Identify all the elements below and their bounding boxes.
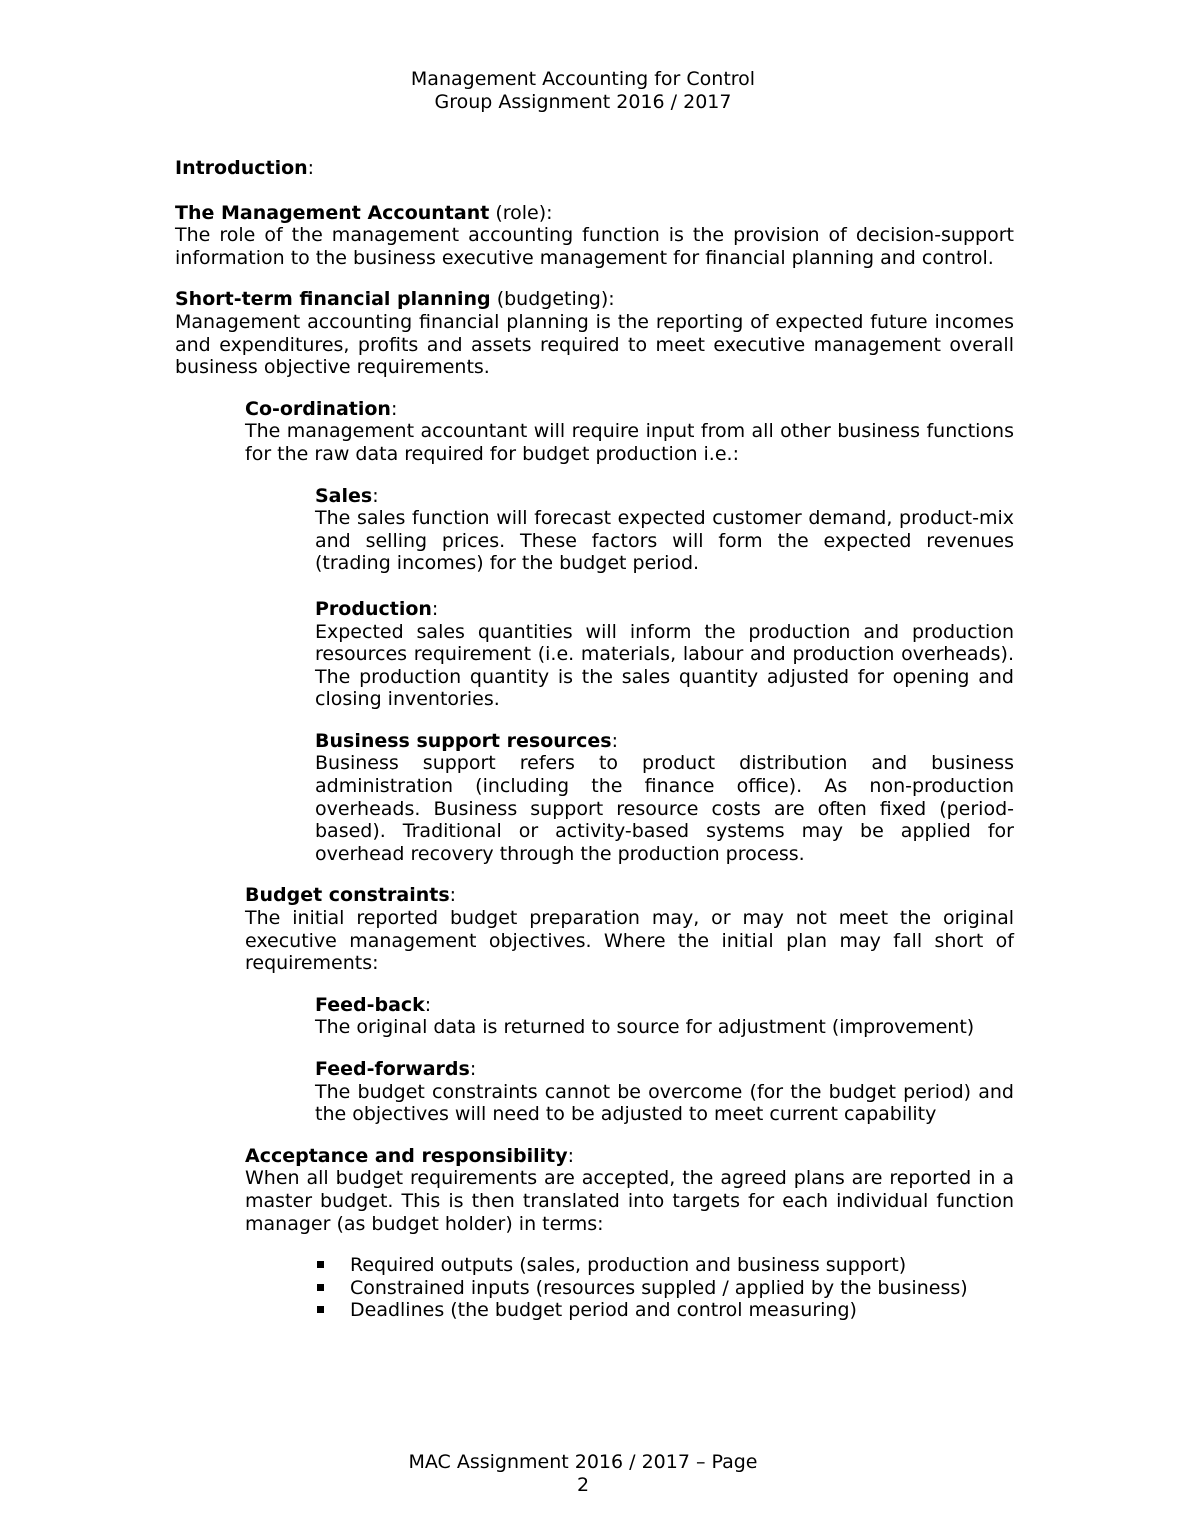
section-title: Production [315,597,432,620]
list-item-text: Constrained inputs (resources suppled / applied by the business) [350,1276,968,1299]
section-heading [315,1058,1014,1081]
section-acceptance [245,1145,1014,1235]
section-title: Business support resources [315,729,612,752]
section-suffix: : [390,397,398,420]
section-sales [315,485,1014,575]
section-body: The role of the management accounting function is the provision of decision-support information to the business executive management for financial planning and control. [175,224,1014,269]
section-body: Management accounting financial planning is the reporting of expected future incomes and expenditures, profits and assets required to meet executive management overall business objective requirements. [175,310,1014,379]
section-body: Business support refers to product distribution and business administration (including the finance office). As non-production overheads. Business support resource costs are often fixed (period-based). Traditional or activity-based systems may be applied for overhead recovery through the production process. [315,752,1014,865]
section-production [315,598,1014,711]
section-body: The original data is returned to source for adjustment (improvement) [315,1016,975,1039]
section-coordination [245,398,1014,466]
section-title: Budget constraints [245,884,450,907]
section-heading [315,730,1014,753]
section-heading [245,884,1014,907]
section-title: Short-term financial planning [175,288,491,311]
section-title: Acceptance and responsibility [245,1144,568,1167]
section-suffix: : [449,884,457,907]
introduction-title: Introduction [175,157,308,179]
list-item [315,1277,1014,1300]
footer-label: MAC Assignment 2016 / 2017 – Page [408,1451,758,1473]
section-budget-constraints [245,884,1014,974]
header-title: Management Accounting for Control [410,68,756,90]
section-body: Expected sales quantities will inform the production and production resources requirement (i.e. materials, labour and production overheads). The production quantity is the sales quantity adjusted for opening and closing inventories. [315,620,1014,711]
section-heading [175,202,1014,225]
section-suffix: : [424,993,432,1016]
page-header [0,68,1166,113]
section-title: The Management Accountant [175,201,490,224]
section-body: The sales function will forecast expected customer demand, product-mix and selling prices. These factors will form the expected revenues (trading incomes) for the budget period. [315,507,1014,575]
introduction-heading [175,157,1014,180]
section-feed-back [315,994,1014,1039]
section-body: The budget constraints cannot be overcome (for the budget period) and the objectives will need to be adjusted to meet current capability [315,1080,1014,1126]
section-title: Sales [315,484,373,507]
section-heading [245,1145,1014,1168]
section-suffix: : [611,729,619,752]
section-body: The initial reported budget preparation may, or may not meet the original executive management objectives. Where the initial plan may fall short of requirements: [245,907,1014,975]
square-bullet-icon [317,1261,324,1268]
section-short-term-planning [175,288,1014,378]
list-item [315,1299,1014,1322]
list-item-text: Deadlines (the budget period and control measuring) [350,1299,857,1322]
section-heading [315,598,1014,621]
list-item [315,1254,1014,1277]
section-heading [315,485,1014,508]
section-feed-forwards [315,1058,1014,1126]
section-title: Feed-forwards [315,1058,470,1080]
section-heading [175,288,1014,311]
section-suffix: : [567,1144,575,1167]
page-number: 2 [576,1473,590,1496]
section-title: Co-ordination [245,397,391,420]
section-suffix: : [469,1058,477,1080]
section-heading [315,994,1014,1017]
section-suffix: : [372,484,379,507]
section-suffix: (budgeting): [490,288,615,311]
section-suffix: : [431,597,439,620]
section-business-support [315,730,1014,866]
section-body: The management accountant will require input from all other business functions for the raw data required for budget production i.e.: [245,420,1014,465]
list-item-text: Required outputs (sales, production and business support) [350,1254,907,1277]
introduction-punct: : [307,157,315,179]
page-footer [0,1451,1166,1496]
bullet-list [315,1254,1014,1322]
section-title: Feed-back [315,993,425,1016]
section-management-accountant [175,202,1014,270]
square-bullet-icon [317,1284,324,1291]
section-suffix: (role): [489,201,553,224]
section-body: When all budget requirements are accepted, the agreed plans are reported in a master budget. This is then translated into targets for each individual function manager (as budget holder) in terms: [245,1167,1014,1235]
square-bullet-icon [317,1306,324,1313]
section-heading [245,398,1014,421]
document-body [175,157,1014,1322]
header-subtitle: Group Assignment 2016 / 2017 [434,90,732,113]
